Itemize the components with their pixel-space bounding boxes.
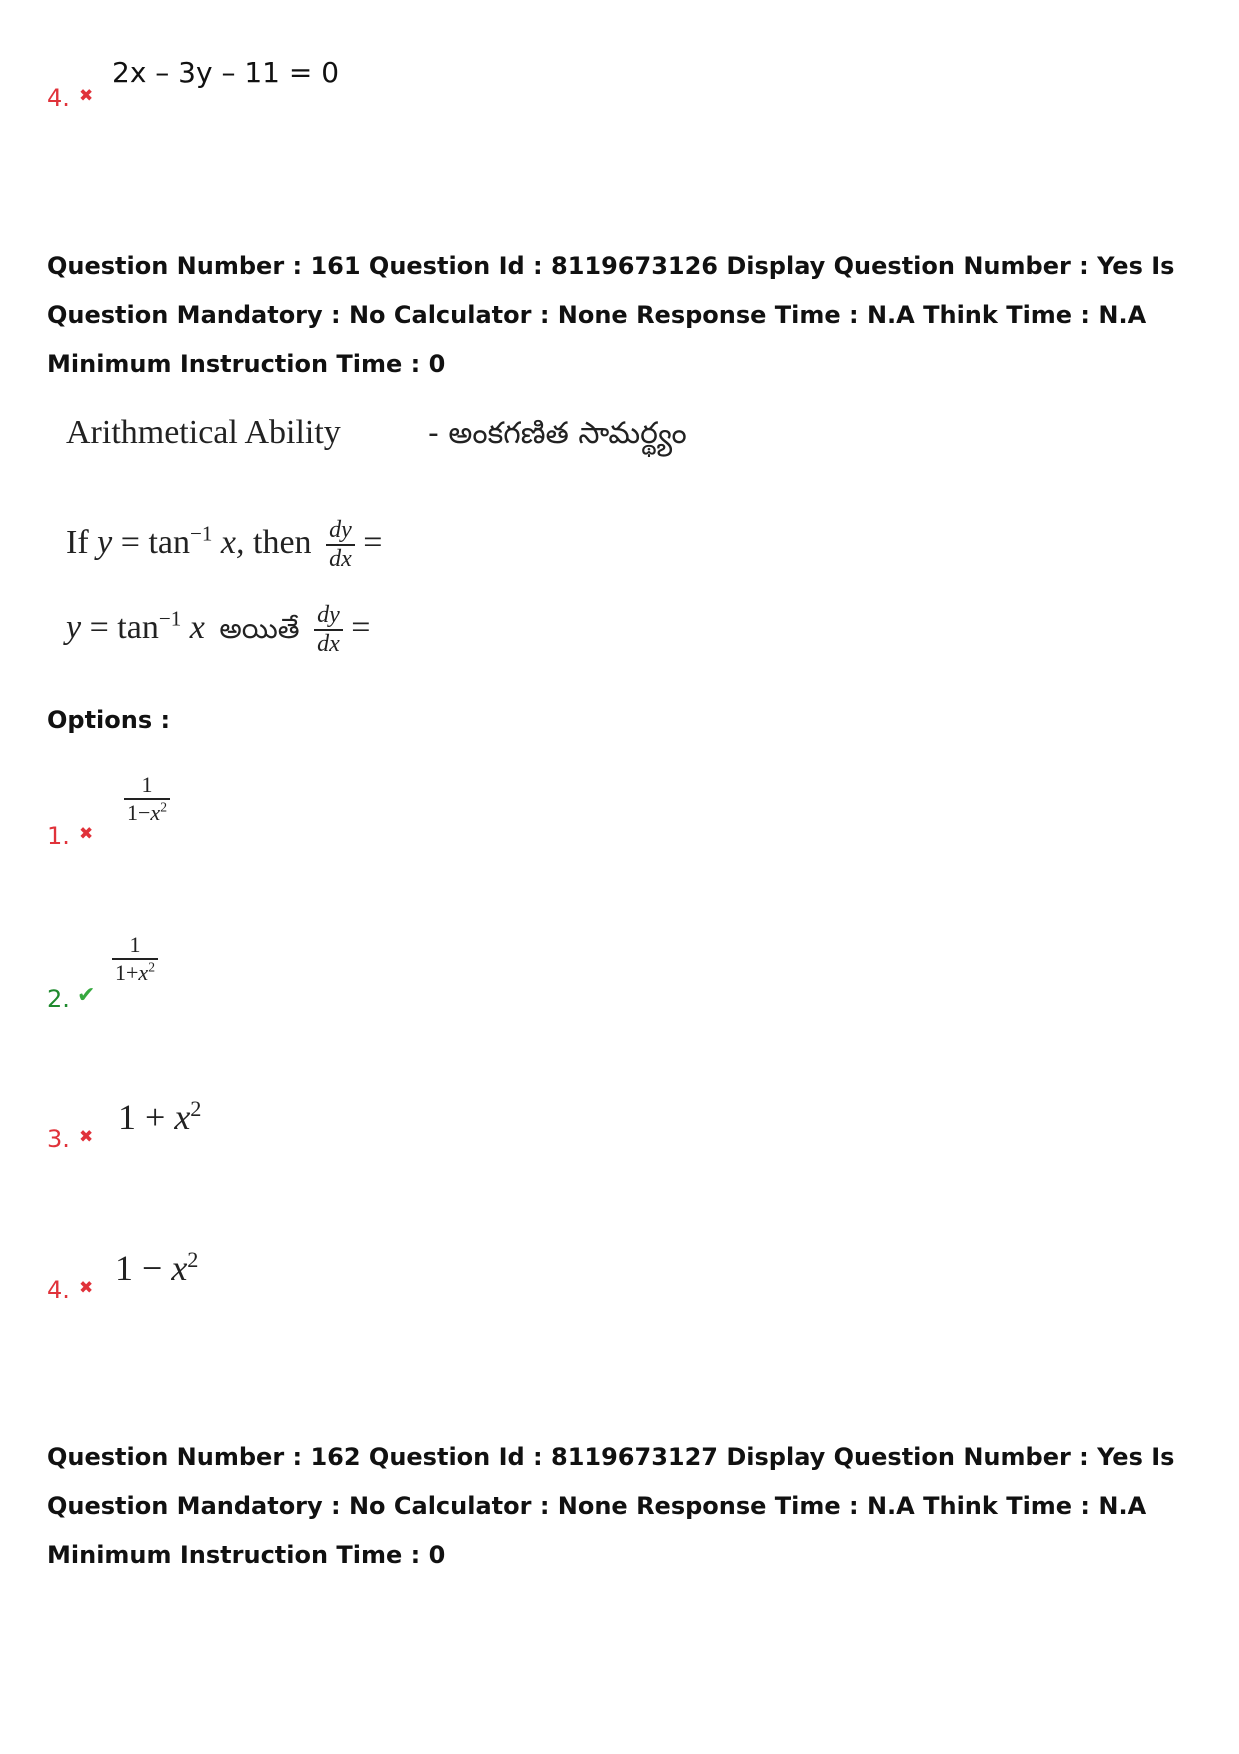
var-x: x: [138, 960, 149, 985]
wrong-answer-icon: ✖: [79, 1278, 94, 1298]
denominator-constant: 1+: [115, 960, 139, 985]
fraction-numerator: dy: [329, 517, 352, 543]
option-number: 1.: [47, 822, 70, 850]
inverse-exponent: −1: [158, 606, 182, 631]
fraction-denominator: dx: [314, 629, 343, 658]
option-constant: 1 −: [115, 1248, 172, 1288]
var-x: x: [171, 1248, 188, 1288]
option-4-text: [115, 1247, 198, 1289]
option-text: 2x – 3y – 11 = 0: [112, 56, 340, 89]
var-x: x: [189, 608, 205, 646]
var-y: y: [97, 523, 113, 561]
fraction-denominator: [124, 798, 170, 826]
wrong-answer-icon: ✖: [79, 1127, 94, 1147]
equals-sign: =: [363, 523, 383, 561]
question-meta: Question Number : 161 Question Id : 8119673126 Display Question Number : Yes Is Question Mandatory : No Calculator : None Response Time : N.A Think Time : N.A Minimum Instruction Time : 0: [47, 252, 1175, 378]
inverse-exponent: −1: [189, 521, 213, 546]
option-number: 3.: [47, 1125, 70, 1153]
option-3-text: [118, 1096, 201, 1138]
var-x: x: [150, 800, 161, 825]
telugu-word-if: అయితే: [219, 611, 300, 645]
fraction-numerator: 1: [129, 932, 141, 957]
wrong-answer-icon: ✖: [79, 824, 94, 844]
option-2-fraction: [112, 932, 158, 986]
question-word-then: then: [253, 523, 312, 561]
derivative-fraction: [326, 517, 355, 573]
denominator-constant: 1−: [127, 800, 151, 825]
equals-sign: =: [89, 608, 109, 646]
exponent: 2: [190, 1096, 202, 1121]
question-word-if: If: [66, 523, 89, 561]
wrong-answer-icon: ✖: [79, 86, 94, 106]
exponent: 2: [148, 959, 155, 975]
correct-answer-icon: ✔: [77, 983, 96, 1008]
option-number: 2.: [47, 985, 70, 1013]
var-x: x,: [220, 523, 245, 561]
derivative-fraction: [314, 602, 343, 658]
option-number: 4.: [47, 1276, 70, 1304]
exponent: 2: [187, 1247, 199, 1272]
tan-function: tan: [117, 608, 159, 646]
option-number: 4.: [47, 84, 70, 112]
section-title-english: Arithmetical Ability: [66, 414, 341, 451]
options-label: Options :: [47, 706, 171, 734]
option-1-fraction: [124, 772, 170, 826]
equals-sign: =: [120, 523, 140, 561]
option-constant: 1 +: [118, 1097, 175, 1137]
question-meta: Question Number : 162 Question Id : 8119673127 Display Question Number : Yes Is Question Mandatory : No Calculator : None Response Time : N.A Think Time : N.A Minimum Instruction Time : 0: [47, 1443, 1175, 1569]
var-y: y: [66, 608, 82, 646]
section-title-telugu: - అంకగణిత సామర్థ్యం: [428, 416, 687, 451]
fraction-denominator: [112, 958, 158, 986]
tan-function: tan: [148, 523, 190, 561]
var-x: x: [174, 1097, 191, 1137]
fraction-numerator: dy: [317, 602, 340, 628]
exponent: 2: [160, 799, 167, 815]
fraction-numerator: 1: [141, 772, 153, 797]
question-text-telugu: [66, 602, 370, 658]
fraction-denominator: dx: [326, 544, 355, 573]
equals-sign: =: [351, 608, 371, 646]
question-text-english: [66, 517, 382, 573]
